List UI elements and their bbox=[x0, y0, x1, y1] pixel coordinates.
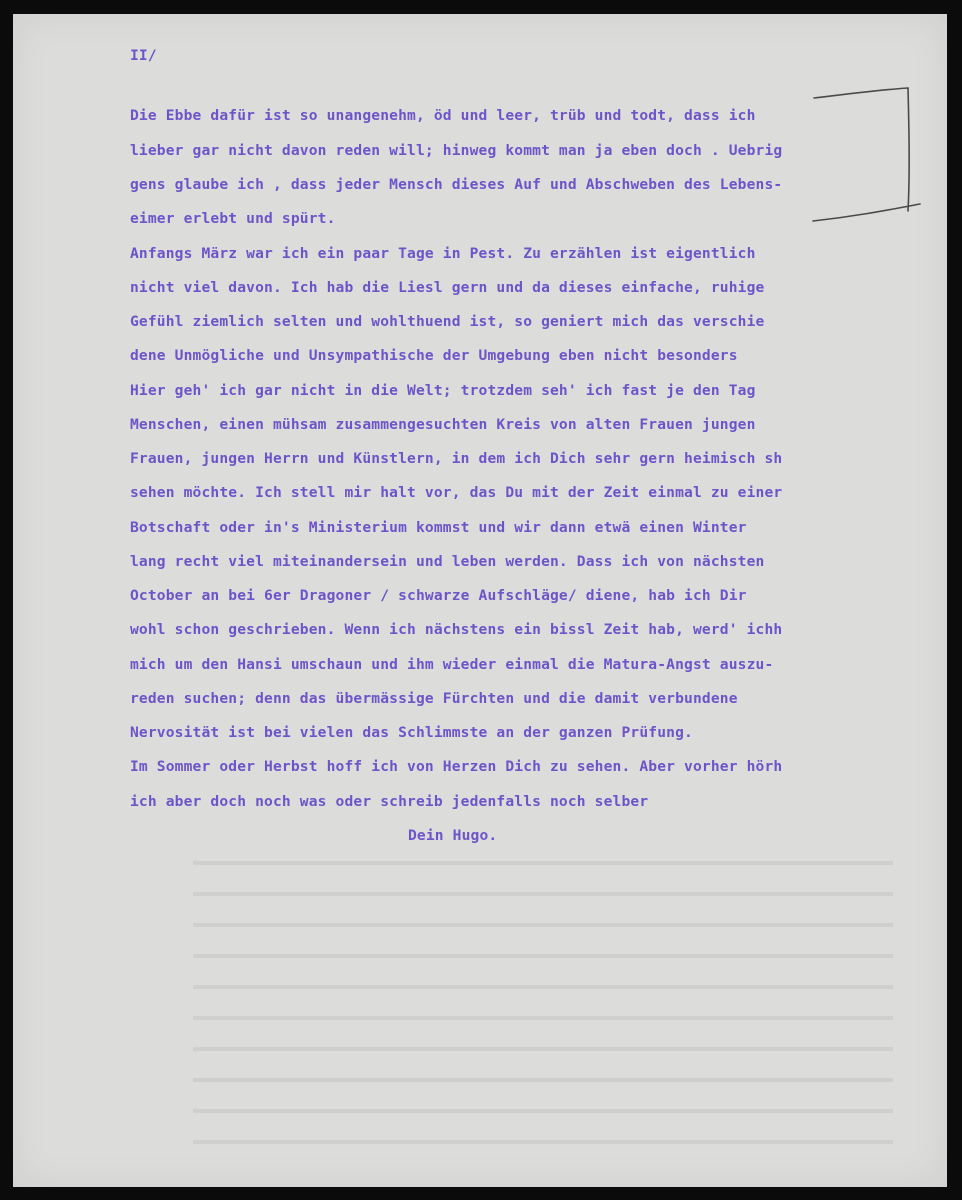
pencil-bracket-mark bbox=[808, 78, 928, 240]
text-line: Anfangs März war ich ein paar Tage in Pest. Zu erzählen ist eigentlich bbox=[130, 245, 756, 262]
text-line: Menschen, einen mühsam zusammengesuchten Kreis von alten Frauen jungen bbox=[130, 416, 756, 433]
show-through-text bbox=[193, 834, 893, 1164]
typed-letter-page bbox=[13, 14, 947, 1187]
text-line: mich um den Hansi umschaun und ihm wieder einmal die Matura-Angst auszu- bbox=[130, 656, 774, 673]
text-line: lang recht viel miteinandersein und leben werden. Dass ich von nächsten bbox=[130, 553, 765, 570]
signature-closing: Dein Hugo. bbox=[408, 827, 498, 844]
text-line: lieber gar nicht davon reden will; hinweg kommt man ja eben doch . Uebrig bbox=[130, 142, 783, 159]
page-number: II/ bbox=[130, 47, 157, 64]
text-line: dene Unmögliche und Unsympathische der Umgebung eben nicht besonders bbox=[130, 347, 738, 364]
text-line: wohl schon geschrieben. Wenn ich nächstens ein bissl Zeit hab, werd' ichh bbox=[130, 621, 783, 638]
text-line: Die Ebbe dafür ist so unangenehm, öd und leer, trüb und todt, dass ich bbox=[130, 107, 756, 124]
text-line: sehen möchte. Ich stell mir halt vor, das Du mit der Zeit einmal zu einer bbox=[130, 484, 783, 501]
text-line: Im Sommer oder Herbst hoff ich von Herzen Dich zu sehen. Aber vorher hörh bbox=[130, 758, 783, 775]
text-line: eimer erlebt und spürt. bbox=[130, 210, 336, 227]
text-line: nicht viel davon. Ich hab die Liesl gern und da dieses einfache, ruhige bbox=[130, 279, 765, 296]
text-line: reden suchen; denn das übermässige Fürchten und die damit verbundene bbox=[130, 690, 738, 707]
text-line: gens glaube ich , dass jeder Mensch dieses Auf und Abschweben des Lebens- bbox=[130, 176, 783, 193]
text-line: Nervosität ist bei vielen das Schlimmste an der ganzen Prüfung. bbox=[130, 724, 693, 741]
text-line: ich aber doch noch was oder schreib jedenfalls noch selber bbox=[130, 793, 649, 810]
text-line: Botschaft oder in's Ministerium kommst und wir dann etwä einen Winter bbox=[130, 519, 747, 536]
text-line: Gefühl ziemlich selten und wohlthuend ist, so geniert mich das verschie bbox=[130, 313, 765, 330]
text-line: Hier geh' ich gar nicht in die Welt; trotzdem seh' ich fast je den Tag bbox=[130, 382, 756, 399]
text-line: Frauen, jungen Herrn und Künstlern, in dem ich Dich sehr gern heimisch sh bbox=[130, 450, 783, 467]
text-line: October an bei 6er Dragoner / schwarze Aufschläge/ diene, hab ich Dir bbox=[130, 587, 747, 604]
